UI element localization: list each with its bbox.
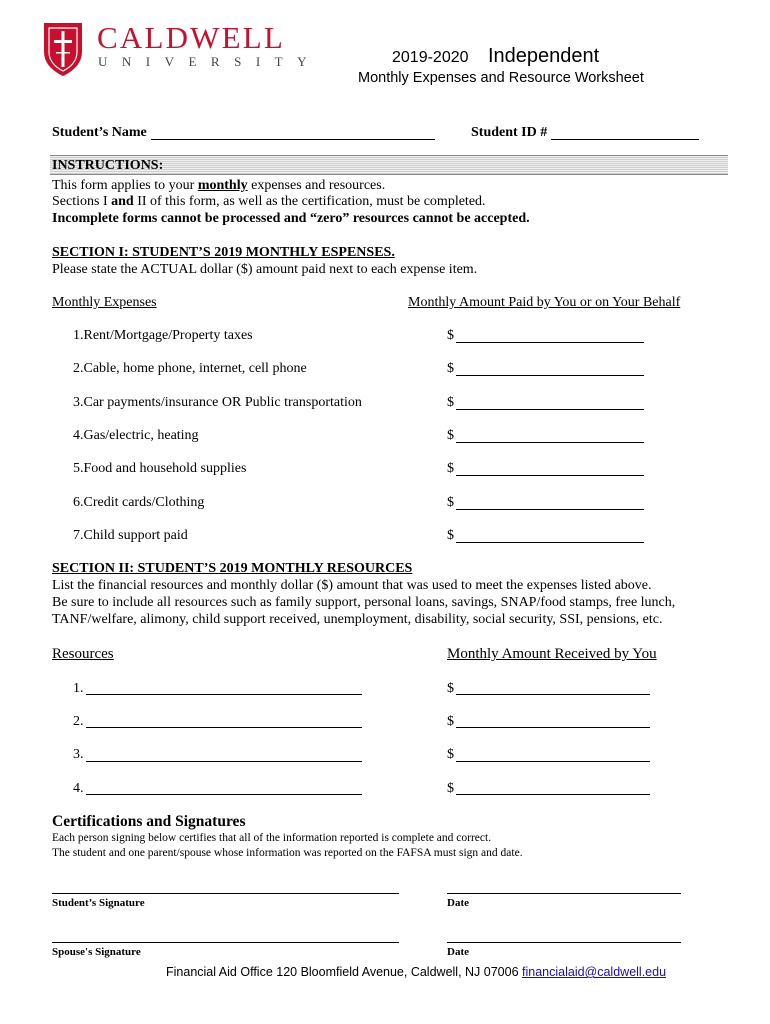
resource-name-field[interactable] bbox=[86, 694, 362, 695]
expense-amount-field[interactable] bbox=[456, 542, 644, 543]
dollar-sign: $ bbox=[447, 495, 454, 510]
resource-number: 4. bbox=[73, 781, 84, 796]
expense-label: 3.Car payments/insurance OR Public transportation bbox=[73, 395, 362, 410]
dollar-sign: $ bbox=[447, 714, 454, 729]
section1-heading: SECTION I: STUDENT’S 2019 MONTHLY ESPENSES. bbox=[52, 245, 395, 260]
amount-paid-column-header: Monthly Amount Paid by You or on Your Behalf bbox=[408, 295, 681, 310]
instructions-line-2: Sections I and II of this form, as well as the certification, must be completed. bbox=[52, 194, 486, 209]
expense-label: 1.Rent/Mortgage/Property taxes bbox=[73, 328, 253, 343]
dollar-sign: $ bbox=[447, 747, 454, 762]
spouse-signature-label: Spouse's Signature bbox=[52, 946, 141, 958]
expense-amount-field[interactable] bbox=[456, 475, 644, 476]
expense-label: 6.Credit cards/Clothing bbox=[73, 495, 205, 510]
resource-number: 3. bbox=[73, 747, 84, 762]
expense-amount-field[interactable] bbox=[456, 342, 644, 343]
logo-subtitle: UNIVERSITY bbox=[98, 54, 321, 69]
dollar-sign: $ bbox=[447, 461, 454, 476]
resource-name-field[interactable] bbox=[86, 794, 362, 795]
dollar-sign: $ bbox=[447, 328, 454, 343]
student-id-field[interactable] bbox=[551, 139, 699, 140]
dollar-sign: $ bbox=[447, 361, 454, 376]
dollar-sign: $ bbox=[447, 528, 454, 543]
student-name-label: Student’s Name bbox=[52, 125, 147, 140]
section2-heading: SECTION II: STUDENT’S 2019 MONTHLY RESOURCES bbox=[52, 561, 413, 576]
section2-line-3: TANF/welfare, alimony, child support received, unemployment, disability, social security, SSI, pensions, etc. bbox=[52, 612, 663, 627]
logo-wordmark: CALDWELL bbox=[97, 20, 286, 55]
expense-amount-field[interactable] bbox=[456, 409, 644, 410]
expenses-column-header: Monthly Expenses bbox=[52, 295, 157, 310]
resource-amount-field[interactable] bbox=[456, 727, 650, 728]
footer-email-link[interactable]: financialaid@caldwell.edu bbox=[522, 965, 667, 979]
spouse-date-field[interactable] bbox=[447, 942, 681, 943]
dollar-sign: $ bbox=[447, 428, 454, 443]
section2-line-1: List the financial resources and monthly dollar ($) amount that was used to meet the expenses listed above. bbox=[52, 578, 652, 593]
expense-amount-field[interactable] bbox=[456, 442, 644, 443]
resource-amount-field[interactable] bbox=[456, 794, 650, 795]
resource-number: 2. bbox=[73, 714, 84, 729]
dollar-sign: $ bbox=[447, 395, 454, 410]
form-subtitle: Monthly Expenses and Resource Worksheet bbox=[358, 70, 644, 86]
student-date-field[interactable] bbox=[447, 893, 681, 894]
section2-line-2: Be sure to include all resources such as family support, personal loans, savings, SNAP/food stamps, free lunch, bbox=[52, 595, 676, 610]
certification-heading: Certifications and Signatures bbox=[52, 813, 246, 830]
student-id-label: Student ID # bbox=[471, 125, 548, 140]
student-signature-label: Student’s Signature bbox=[52, 897, 145, 909]
instructions-heading: INSTRUCTIONS: bbox=[52, 158, 164, 173]
instructions-line-3: Incomplete forms cannot be processed and “zero” resources cannot be accepted. bbox=[52, 211, 530, 226]
resource-name-field[interactable] bbox=[86, 727, 362, 728]
certification-line-1: Each person signing below certifies that all of the information reported is complete and correct. bbox=[52, 832, 492, 844]
spouse-signature-field[interactable] bbox=[52, 942, 399, 943]
student-date-label: Date bbox=[447, 897, 469, 909]
expense-label: 4.Gas/electric, heating bbox=[73, 428, 199, 443]
form-year: 2019-2020 bbox=[392, 49, 469, 66]
section1-instruction: Please state the ACTUAL dollar ($) amount paid next to each expense item. bbox=[52, 262, 478, 277]
dollar-sign: $ bbox=[447, 681, 454, 696]
resource-name-field[interactable] bbox=[86, 761, 362, 762]
resources-column-header: Resources bbox=[52, 646, 114, 662]
student-name-field[interactable] bbox=[151, 139, 435, 140]
expense-amount-field[interactable] bbox=[456, 375, 644, 376]
resource-number: 1. bbox=[73, 681, 84, 696]
student-signature-field[interactable] bbox=[52, 893, 399, 894]
expense-label: 2.Cable, home phone, internet, cell phone bbox=[73, 361, 307, 376]
amount-received-column-header: Monthly Amount Received by You bbox=[447, 646, 657, 662]
expense-label: 7.Child support paid bbox=[73, 528, 188, 543]
form-type: Independent bbox=[488, 45, 600, 67]
expense-amount-field[interactable] bbox=[456, 509, 644, 510]
resource-amount-field[interactable] bbox=[456, 761, 650, 762]
instructions-line-1: This form applies to your monthly expenses and resources. bbox=[52, 178, 386, 193]
dollar-sign: $ bbox=[447, 781, 454, 796]
certification-line-2: The student and one parent/spouse whose information was reported on the FAFSA must sign and date. bbox=[52, 847, 523, 859]
resource-amount-field[interactable] bbox=[456, 694, 650, 695]
expense-label: 5.Food and household supplies bbox=[73, 461, 247, 476]
footer-address: Financial Aid Office 120 Bloomfield Avenue, Caldwell, NJ 07006 financialaid@caldwell.edu bbox=[166, 965, 667, 979]
spouse-date-label: Date bbox=[447, 946, 469, 958]
university-shield-logo bbox=[43, 22, 83, 76]
